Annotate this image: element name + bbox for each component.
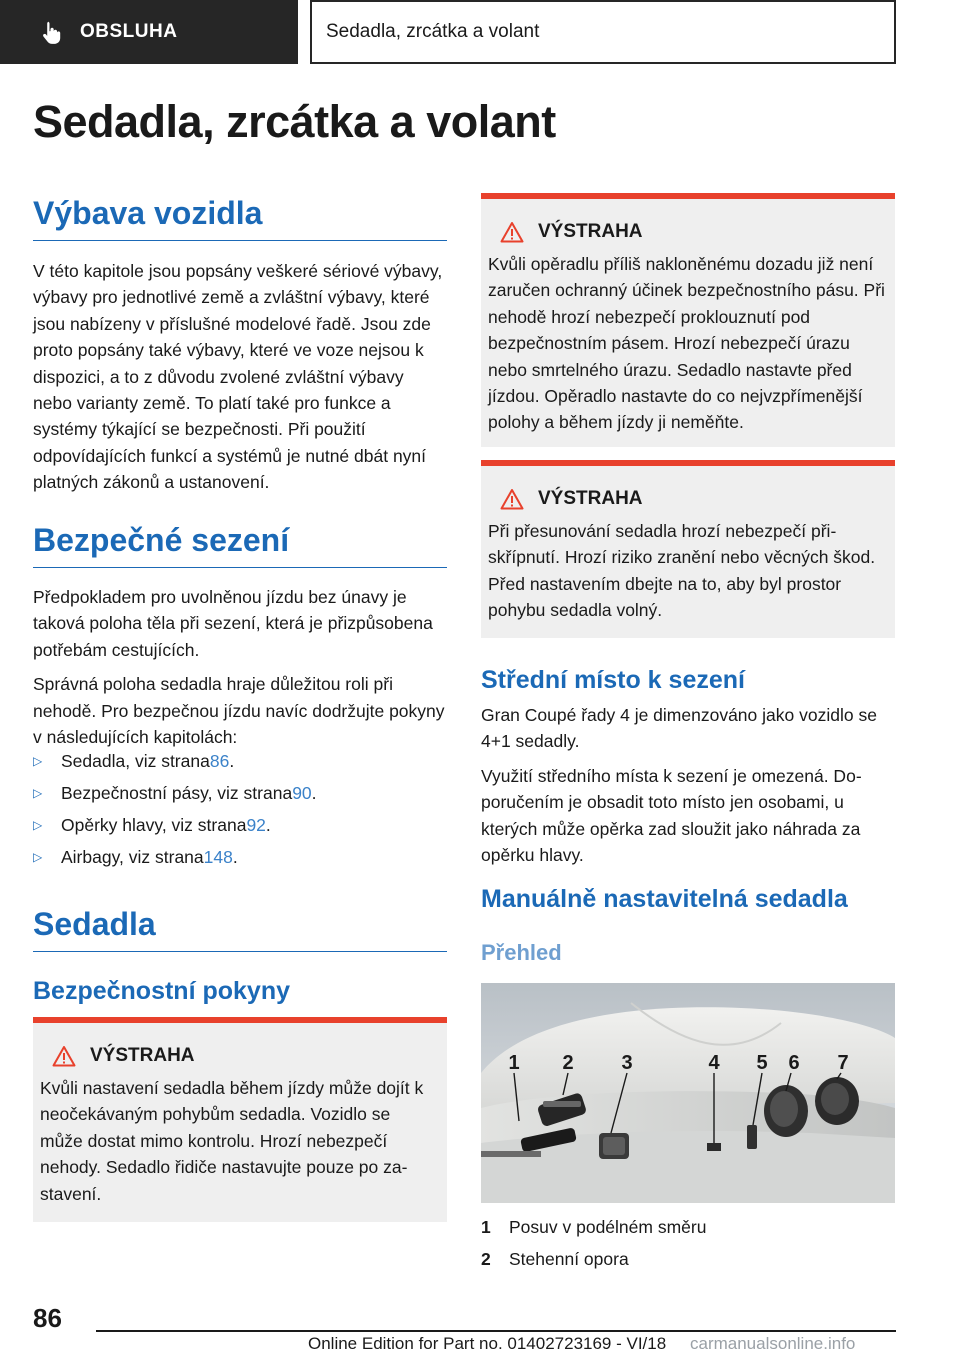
triangle-bullet-icon: ▷ [33,754,43,768]
callout-number: 3 [621,1052,633,1074]
legend-item [481,1211,895,1243]
page-link[interactable]: 148 [203,846,233,867]
warning-title-text: VÝSTRAHA [538,488,643,509]
callout-number: 6 [788,1052,800,1074]
warning-title-text: VÝSTRAHA [538,221,643,242]
section-title: Sedadla, zrcátka a volant [326,21,540,42]
callout-number: 2 [562,1052,574,1074]
legend-number: 1 [481,1216,491,1237]
warning-title [488,221,885,243]
page-title: Sedadla, zrcátka a volant [33,96,556,147]
seat-controls-photo [481,983,895,1203]
chapter-tab[interactable] [0,0,298,64]
warning-triangle-icon [500,221,524,243]
heading-manualne-sedadla: Manuálně nastavitelná sedadla [481,885,848,913]
stredni-paragraphs [481,702,895,876]
watermark-text: carmanualsonline.info [690,1334,856,1353]
page-link[interactable]: 86 [209,750,230,771]
seat-illustration [481,983,895,1203]
heading-prehled: Přehled [481,940,562,965]
legend-number: 2 [481,1248,491,1269]
list-item-text: Airbagy, viz strana [61,846,204,867]
page-link[interactable]: 92 [246,814,266,835]
legend-text: Posuv v podélném směru [509,1216,707,1237]
warning-title-text: VÝSTRAHA [90,1045,195,1066]
edition-text: Online Edition for Part no. 01402723169 - VI/18 [308,1334,667,1353]
warning-box-1 [33,1017,447,1222]
triangle-bullet-icon: ▷ [33,818,43,832]
photo-legend [481,1211,895,1275]
bezpecne-text-1: Předpokladem pro uvolněnou jízdu bez únavy je taková poloha těla při sezení, která je přizpůsobena potřebám cestujících. [33,587,433,660]
hand-pointer-icon [38,19,64,45]
heading-sedadla: Sedadla [33,906,447,952]
stredni-text-1: Gran Coupé řady 4 je dimenzováno jako vozidlo se 4+1 sedadly. [481,705,877,752]
cross-reference-list [33,745,447,873]
section-title-box [310,0,896,64]
list-item-text: Sedadla, viz strana [61,750,210,771]
page-link[interactable]: 90 [292,782,312,803]
warning-box-2 [481,193,895,447]
callout-number: 1 [508,1052,520,1074]
legend-text: Stehenní opora [509,1248,629,1269]
warning-triangle-icon [500,488,524,510]
list-item: ▷ Sedadla, viz strana 86 . [33,750,235,771]
warning-text: Kvůli nastavení sedadla během jízdy může dojít k neočekávaným pohybům sedadla. Vozidlo se může dostat mimo kontrolu. Hrozí nebezpečí nehody. Sedadlo řidiče nastavujte pouze po zastavení. [40,1078,424,1204]
vybava-paragraph [33,258,447,504]
bezpecne-paragraphs [33,584,447,758]
warning-title [40,1045,437,1067]
warning-text: Při přesunování sedadla hrozí nebezpečí přiskřípnutí. Hrozí riziko zranění nebo věcných škod. Před nastavením dbejte na to, aby byl prostor pohybu sedadla volný. [488,521,876,621]
bezpecne-text-2: Správná poloha sedadla hraje důležitou roli při nehodě. Pro bezpečnou jízdu navíc dodržujte pokyny v následujících kapitolách: [33,674,445,748]
callout-number: 4 [708,1052,720,1074]
list-item-text: Opěrky hlavy, viz strana [61,814,247,835]
page-number: 86 [33,1303,62,1333]
page-header [0,0,960,66]
heading-bezpecne-sezeni: Bezpečné sezení [33,522,447,568]
legend-item [481,1243,895,1275]
heading-stredni-misto: Střední místo k sezení [481,666,745,694]
list-item: ▷ Opěrky hlavy, viz strana 92 . [33,814,271,835]
footer-divider [96,1330,896,1332]
list-item: ▷ Airbagy, viz strana 148 . [33,846,238,867]
chapter-tab-label: OBSLUHA [80,21,178,42]
list-item-text: Bezpečnostní pásy, viz strana [61,782,293,803]
warning-box-3 [481,460,895,638]
warning-title [488,488,885,510]
stredni-text-2: Využití středního místa k sezení je omezená. Doporučením je obsadit toto místo jen osobami, u kterých může opěrka zad sloužit jako náhrada za opěrku hlavy. [481,765,862,866]
heading-vybava-vozidla: Výbava vozidla [33,195,447,241]
triangle-bullet-icon: ▷ [33,786,43,800]
callout-number: 5 [756,1052,768,1074]
heading-bezpecnostni-pokyny: Bezpečnostní pokyny [33,977,290,1005]
warning-triangle-icon [52,1045,76,1067]
warning-text: Kvůli opěradlu příliš nakloněnému dozadu již není zaručen ochranný účinek bezpečnostního pásu. Při nehodě hrozí nebezpečí proklouznutí pod bezpečnostním pásem. Hrozí nebezpečí úrazu nebo smrtelného úrazu. Sedadlo nastavte před jízdou. Opěradlo nastavte do co nejvzpřímenější polohy a během jízdy ji neměňte. [488,254,885,433]
vybava-text: V této kapitole jsou popsány veškeré sériové výbavy, výbavy pro jednotlivé země a zvláštní výbavy, které jsou nabízeny v příslušné modelové řadě. Jsou zde proto popsány také výbavy, které ve voze nejsou k dispozici, a to z důvodu zvolené zvláštní výbavy nebo varianty země. To platí také pro funkce a systémy týkající se bezpečnosti. Při použití odpovídajících funkcí a systémů je nutné dbát nyní platných zákonů a ustanovení. [33,261,443,493]
list-item: ▷ Bezpečnostní pásy, viz strana 90 . [33,782,317,803]
triangle-bullet-icon: ▷ [33,850,43,864]
callout-number: 7 [837,1052,849,1074]
